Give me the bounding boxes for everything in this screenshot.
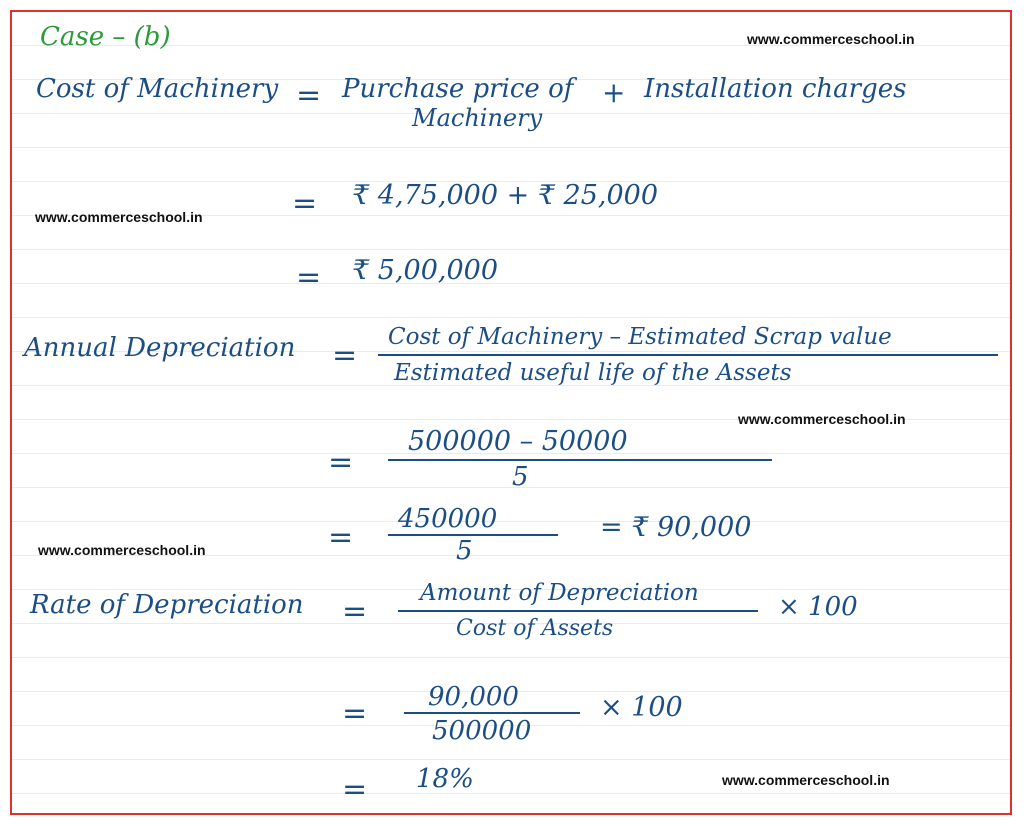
annual-equals: = <box>332 338 358 373</box>
cost-step2-equals: = <box>296 260 322 295</box>
rate-result: 18% <box>416 764 474 794</box>
cost-step1-equals: = <box>292 186 318 221</box>
cost-step2-value: ₹ 5,00,000 <box>352 255 498 286</box>
rate-equals: = <box>342 594 368 629</box>
annual-fraction-bar <box>378 354 998 356</box>
rate-step1-times-100: × 100 <box>600 692 683 723</box>
notebook-page <box>10 10 1012 815</box>
rate-denominator: Cost of Assets <box>456 616 614 641</box>
rate-label: Rate of Depreciation <box>30 590 304 620</box>
rate-numerator: Amount of Depreciation <box>420 580 699 606</box>
watermark-1: www.commerceschool.in <box>747 31 915 47</box>
annual-step2-equals: = <box>328 520 354 555</box>
purchase-price-line2: Machinery <box>412 104 543 132</box>
cost-step1-value: ₹ 4,75,000 + ₹ 25,000 <box>352 180 659 211</box>
rate-result-equals: = <box>342 772 368 807</box>
watermark-2: www.commerceschool.in <box>35 209 203 225</box>
annual-step2-denominator: 5 <box>456 536 473 566</box>
annual-numerator: Cost of Machinery – Estimated Scrap value <box>388 324 892 350</box>
annual-denominator: Estimated useful life of the Assets <box>394 360 792 386</box>
rate-step1-bar <box>404 712 580 714</box>
cost-equals: = <box>296 78 322 113</box>
annual-step1-numerator: 500000 – 50000 <box>408 426 628 457</box>
case-heading: Case – (b) <box>40 22 171 52</box>
annual-step1-bar <box>388 459 772 461</box>
annual-step2-bar <box>388 534 558 536</box>
installation-charges: Installation charges <box>644 74 907 104</box>
plus-sign: + <box>602 76 626 109</box>
annual-result: = ₹ 90,000 <box>600 512 752 543</box>
rate-times-100: × 100 <box>778 592 858 622</box>
annual-depreciation-label: Annual Depreciation <box>24 333 296 363</box>
watermark-3: www.commerceschool.in <box>738 411 906 427</box>
cost-label: Cost of Machinery <box>36 74 279 104</box>
rate-step1-denominator: 500000 <box>432 716 532 746</box>
purchase-price-line1: Purchase price of <box>342 74 574 104</box>
rate-fraction-bar <box>398 610 758 612</box>
rate-step1-numerator: 90,000 <box>428 682 519 712</box>
annual-step1-denominator: 5 <box>512 462 529 492</box>
annual-step2-numerator: 450000 <box>398 504 498 534</box>
watermark-4: www.commerceschool.in <box>38 542 206 558</box>
annual-step1-equals: = <box>328 445 354 480</box>
watermark-5: www.commerceschool.in <box>722 772 890 788</box>
rate-step1-equals: = <box>342 696 368 731</box>
